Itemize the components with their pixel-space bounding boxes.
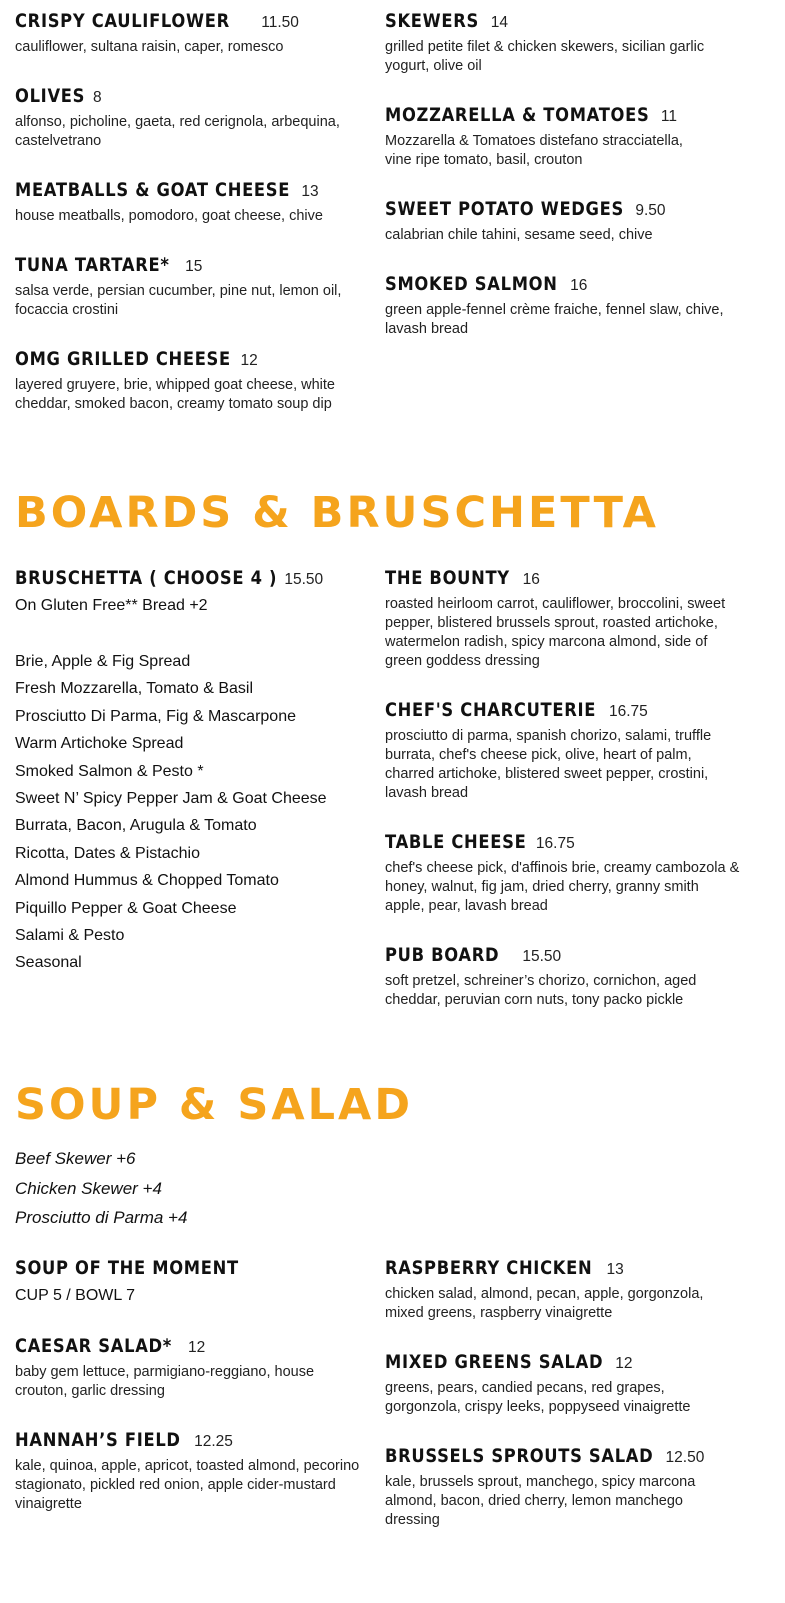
menu-item [385, 697, 745, 803]
addons-list [15, 1144, 187, 1233]
list-item: Smoked Salmon & Pesto * [15, 762, 204, 780]
menu-item [385, 1349, 745, 1417]
item-name: PUB BOARD [385, 944, 500, 966]
menu-item [385, 565, 745, 671]
item-name: MEATBALLS & GOAT CHEESE [15, 179, 291, 201]
bruschetta-column [15, 565, 375, 977]
list-item: Warm Artichoke Spread [15, 735, 184, 753]
soup-salad-left-column [15, 1255, 375, 1540]
item-price: 12.50 [665, 1449, 705, 1466]
item-name: SKEWERS [385, 10, 479, 32]
list-item: Burrata, Bacon, Arugula & Tomato [15, 817, 257, 835]
addon-item: Beef Skewer +6 [15, 1149, 136, 1168]
menu-item [385, 271, 745, 339]
item-name: BRUSSELS SPROUTS SALAD [385, 1445, 654, 1467]
list-item: Brie, Apple & Fig Spread [15, 653, 191, 670]
menu-item [15, 252, 375, 320]
item-name: TUNA TARTARE* [15, 254, 170, 276]
addon-item: Chicken Skewer +4 [15, 1178, 162, 1198]
item-price: 15 [185, 258, 203, 275]
item-name: TABLE CHEESE [385, 831, 527, 853]
list-item: Salami & Pesto [15, 927, 125, 945]
menu-item [15, 83, 375, 151]
item-price: 13 [301, 183, 319, 200]
menu-item [385, 196, 745, 245]
item-price: 14 [490, 14, 508, 31]
item-price: 9.50 [635, 202, 666, 219]
menu-item [15, 1255, 375, 1305]
item-description: salsa verde, persian cucumber, pine nut, lemon oil, focaccia crostini [15, 283, 342, 318]
item-price: 16 [570, 277, 588, 294]
list-item: Ricotta, Dates & Pistachio [15, 844, 200, 862]
item-name: CAESAR SALAD* [15, 1335, 173, 1357]
addon-item: Prosciutto di Parma +4 [15, 1208, 188, 1227]
item-description: alfonso, picholine, gaeta, red cerignola, arbequina, castelvetrano [15, 114, 340, 149]
list-item: Piquillo Pepper & Goat Cheese [15, 899, 237, 917]
item-price: 12 [615, 1355, 633, 1372]
section-title-boards: BOARDS & BRUSCHETTA [15, 488, 659, 538]
boards-right-column [385, 565, 745, 1036]
item-name: CHEF'S CHARCUTERIE [385, 699, 597, 721]
item-name: CRISPY CAULIFLOWER [15, 10, 230, 32]
list-item: Almond Hummus & Chopped Tomato [15, 872, 279, 890]
item-name: BRUSCHETTA ( CHOOSE 4 ) [15, 567, 278, 589]
item-description: green apple-fennel crème fraiche, fennel slaw, chive, lavash bread [385, 302, 724, 337]
item-description: chef's cheese pick, d'affinois brie, creamy cambozola & honey, walnut, fig jam, dried cherry, granny smith apple, pear, lavash bread [385, 860, 740, 914]
item-price: 15.50 [522, 948, 562, 965]
item-name: OMG GRILLED CHEESE [15, 348, 231, 370]
section-title-soup-salad: SOUP & SALAD [15, 1080, 414, 1130]
item-name: SOUP OF THE MOMENT [15, 1257, 239, 1279]
item-description: chicken salad, almond, pecan, apple, gorgonzola, mixed greens, raspberry vinaigrette [385, 1286, 704, 1321]
item-description: prosciutto di parma, spanish chorizo, salami, truffle burrata, chef's cheese pick, olive, heart of palm, charred artichoke, blistered sweet pepper, crostini, lavash bread [385, 728, 712, 801]
menu-item [15, 1333, 375, 1401]
menu-item [385, 942, 745, 1010]
item-name: SMOKED SALMON [385, 273, 558, 295]
item-price: 16 [522, 571, 540, 588]
item-description: soft pretzel, schreiner’s chorizo, cornichon, aged cheddar, peruvian corn nuts, tony packo pickle [385, 973, 697, 1008]
menu-item [15, 177, 375, 226]
item-price: 8 [92, 89, 102, 106]
item-price: 15.50 [284, 571, 324, 588]
appetizers-left-column [15, 8, 375, 440]
item-price: 16.75 [608, 703, 648, 720]
item-description: baby gem lettuce, parmigiano-reggiano, house crouton, garlic dressing [15, 1364, 315, 1399]
item-name: HANNAH’S FIELD [15, 1429, 181, 1451]
menu-item [385, 829, 745, 916]
item-description: house meatballs, pomodoro, goat cheese, chive [15, 208, 323, 224]
gluten-free-note: On Gluten Free** Bread +2 [15, 597, 208, 614]
list-item: Sweet N’ Spicy Pepper Jam & Goat Cheese [15, 790, 327, 808]
item-name: THE BOUNTY [385, 567, 510, 589]
item-description: kale, quinoa, apple, apricot, toasted almond, pecorino stagionato, pickled red onion, apple cider-mustard vinaigrette [15, 1458, 360, 1512]
item-description: layered gruyere, brie, whipped goat cheese, white cheddar, smoked bacon, creamy tomato soup dip [15, 377, 335, 412]
menu-item [385, 102, 745, 170]
item-price: 11.50 [261, 14, 299, 31]
item-price: 12 [188, 1339, 206, 1356]
list-item: Prosciutto Di Parma, Fig & Mascarpone [15, 707, 296, 725]
item-price: 12 [240, 352, 258, 369]
soup-salad-right-column [385, 1255, 745, 1556]
item-price: 13 [606, 1261, 624, 1278]
item-name: MIXED GREENS SALAD [385, 1351, 604, 1373]
menu-item [385, 1443, 745, 1530]
soup-sizes: CUP 5 / BOWL 7 [15, 1287, 136, 1304]
item-description: calabrian chile tahini, sesame seed, chive [385, 227, 653, 243]
item-description: kale, brussels sprout, manchego, spicy marcona almond, bacon, dried cherry, lemon manchego dressing [385, 1474, 696, 1528]
item-price: 12.25 [194, 1433, 233, 1450]
menu-item [385, 1255, 745, 1323]
menu-item [15, 1427, 375, 1514]
bruschetta-options [15, 648, 375, 977]
item-name: OLIVES [15, 85, 86, 107]
item-name: SWEET POTATO WEDGES [385, 198, 624, 220]
item-description: cauliflower, sultana raisin, caper, romesco [15, 39, 284, 55]
item-name: RASPBERRY CHICKEN [385, 1257, 593, 1279]
menu-item [15, 346, 375, 414]
item-description: grilled petite filet & chicken skewers, sicilian garlic yogurt, olive oil [385, 39, 705, 74]
item-price: 16.75 [535, 835, 575, 852]
item-price: 11 [660, 108, 678, 125]
item-description: Mozzarella & Tomatoes distefano stracciatella, vine ripe tomato, basil, crouton [385, 133, 683, 168]
menu-item [385, 8, 745, 76]
item-name: MOZZARELLA & TOMATOES [385, 104, 650, 126]
item-description: roasted heirloom carrot, cauliflower, broccolini, sweet pepper, blistered brussels sprout, roasted artichoke, watermelon radish, spicy marcona almond, side of green goddess dressing [385, 596, 726, 669]
list-item: Seasonal [15, 954, 82, 972]
appetizers-right-column [385, 8, 745, 365]
menu-item [15, 8, 375, 57]
list-item: Fresh Mozzarella, Tomato & Basil [15, 680, 254, 698]
item-description: greens, pears, candied pecans, red grapes, gorgonzola, crispy leeks, poppyseed vinaigrette [385, 1380, 691, 1415]
